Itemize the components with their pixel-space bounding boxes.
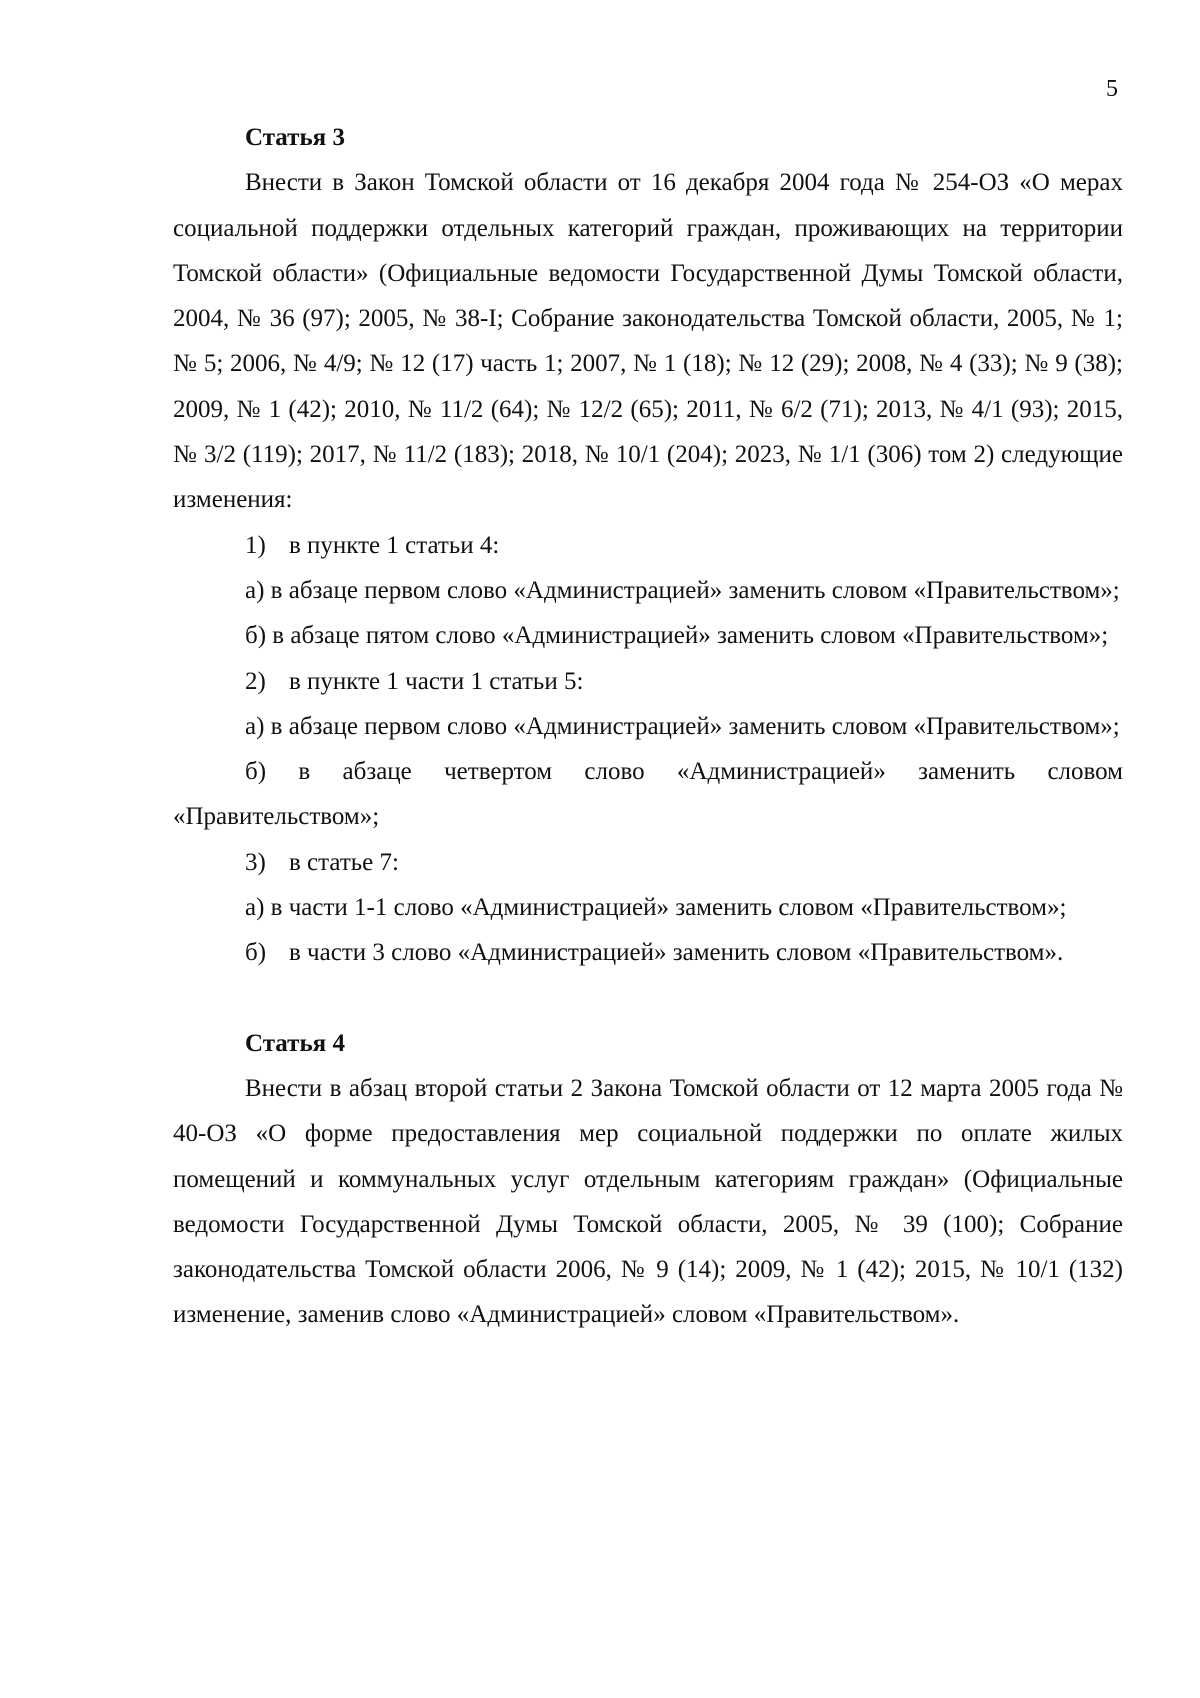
article-3-heading: Статья 3 [245,124,345,151]
item-number: 2) [245,667,266,695]
item-number: 3) [245,848,266,876]
item-text: в статье 7: [289,848,399,876]
article-4-heading: Статья 4 [245,1029,345,1057]
article-3-intro: Внести в Закон Томской области от 16 декабря 2004 года № 254-ОЗ «О мерах социальной поддержки отдельных категорий граждан, проживающих на территории Томской области» (Официальные ведомости Государственной Думы Томской области, 2004, № 36 (97); 2005, № 38-I; Собрание законодательства Томской области, 2005, № 1; № 5; 2006, № 4/9; № 12 (17) часть 1; 2007, № 1 (18); № 12 (29); 2008, № 4 (33); № 9 (38); 2009, № 1 (42); 2010, № 11/2 (64); № 12/2 (65); 2011, № 6/2 (71); 2013, № 4/1 (93); 2015, № 3/2 (119); 2017, № 11/2 (183); 2018, № 10/1 (204); 2023, № 1/1 (306) том 2) следующие изменения: [173,169,1123,514]
article-4-body: Внести в абзац второй статьи 2 Закона Томской области от 12 марта 2005 года № 40-ОЗ «О форме предоставления мер социальной поддержки по оплате жилых помещений и коммунальных услуг отдельным категориям граждан» (Официальные ведомости Государственной Думы Томской области, 2005, № 39 (100); Собрание законодательства Томской области 2006, № 9 (14); 2009, № 1 (42); 2015, № 10/1 (132) изменение, заменив слово «Администрацией» словом «Правительством». [173,1074,1123,1329]
article-3-item-3 [173,840,1123,885]
article-4 [173,1021,1123,1338]
page-number: 5 [1106,76,1118,102]
article-3-item-1a: а) в абзаце первом слово «Администрацией» заменить словом «Правительством»; [245,576,1120,604]
document-content [173,115,1123,1338]
item-number: б) [245,939,267,967]
article-3-item-2b: б) в абзаце четвертом слово «Администрацией» заменить словом «Правительством»; [173,758,1123,831]
section-spacer [173,976,1123,1021]
article-3-item-1 [173,523,1123,568]
item-text: в пункте 1 части 1 статьи 5: [289,667,584,695]
article-3-item-2 [173,659,1123,704]
item-text: в пункте 1 статьи 4: [289,531,500,559]
article-3-item-3b [173,930,1123,975]
article-3-item-3a: а) в части 1-1 слово «Администрацией» заменить словом «Правительством»; [245,894,1067,922]
article-3-item-2a: а) в абзаце первом слово «Администрацией» заменить словом «Правительством»; [245,712,1120,740]
article-3 [173,115,1123,976]
item-text: в части 3 слово «Администрацией» заменить словом «Правительством». [289,939,1064,967]
item-number: 1) [245,531,266,559]
article-3-item-1b: б) в абзаце пятом слово «Администрацией» заменить словом «Правительством»; [245,622,1109,650]
